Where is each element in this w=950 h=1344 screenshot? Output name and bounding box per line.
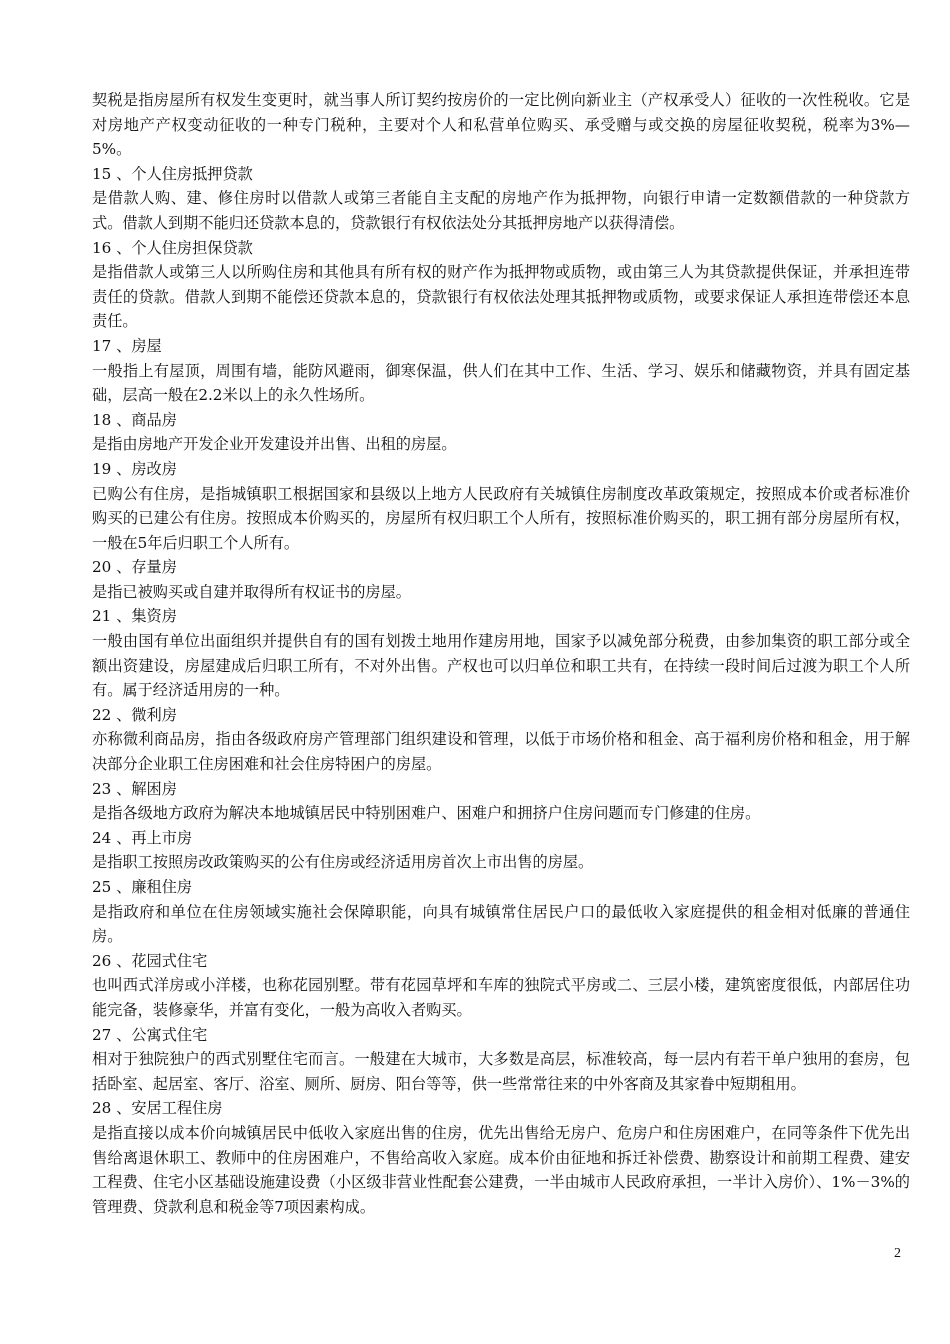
entry-heading: 21 、集资房: [92, 607, 177, 626]
entry-body: 一般由国有单位出面组织并提供自有的国有划拨土地用作建房用地，国家予以减免部分税费，由参加集资的职工部分或全额出资建设，房屋建成后归职工所有，不对外出售。产权也可以归单位和职工共有，在持续一段时间后过渡为职工个人所有。属于经济适用房的一种。: [92, 632, 910, 700]
entry-heading: 25 、廉租住房: [92, 878, 193, 896]
entry-list: [92, 162, 910, 1220]
glossary-entry: [92, 777, 910, 826]
intro-paragraph: 契税是指房屋所有权发生变更时，就当事人所订契约按房价的一定比例向新业主（产权承受人）征收的一次性税收。它是对房地产产权变动征收的一种专门税种，主要对个人和私营单位购买、承受赠与或交换的房屋征收契税，税率为3%—5%。: [92, 91, 910, 159]
entry-heading: 27 、公寓式住宅: [92, 1025, 208, 1044]
entry-heading: 17 、房屋: [92, 336, 162, 355]
entry-body: 是指借款人或第三人以所购住房和其他具有所有权的财产作为抵押物或质物，或由第三人为其贷款提供保证，并承担连带责任的贷款。借款人到期不能偿还贷款本息的，贷款银行有权依法处理其抵押物或质物，或要求保证人承担连带偿还本息责任。: [92, 263, 910, 331]
glossary-entry: [92, 1023, 910, 1097]
glossary-entry: [92, 408, 910, 457]
entry-heading: 24 、再上市房: [92, 828, 193, 847]
glossary-entry: [92, 703, 910, 777]
document-body: [92, 88, 910, 1219]
entry-body: 也叫西式洋房或小洋楼，也称花园别墅。带有花园草坪和车库的独院式平房或二、三层小楼，建筑密度很低，内部居住功能完备，装修豪华，并富有变化，一般为高收入者购买。: [92, 976, 910, 1019]
entry-body: 亦称微利商品房，指由各级政府房产管理部门组织建设和管理，以低于市场价格和租金、高于福利房价格和租金，用于解决部分企业职工住房困难和社会住房特困户的房屋。: [92, 730, 910, 774]
entry-body: 是指已被购买或自建并取得所有权证书的房屋。: [92, 582, 411, 601]
entry-heading: 28 、安居工程住房: [92, 1099, 223, 1118]
entry-body: 是指职工按照房改政策购买的公有住房或经济适用房首次上市出售的房屋。: [92, 853, 594, 872]
glossary-entry: [92, 457, 910, 555]
entry-body: 是指政府和单位在住房领域实施社会保障职能，向具有城镇常住居民户口的最低收入家庭提供的租金相对低廉的普通住房。: [92, 902, 910, 946]
entry-body: 是指由房地产开发企业开发建设并出售、出租的房屋。: [92, 435, 457, 454]
entry-heading: 22 、微利房: [92, 705, 177, 724]
entry-heading: 23 、解困房: [92, 779, 177, 798]
entry-body: 是指各级地方政府为解决本地城镇居民中特别困难户、困难户和拥挤户住房问题而专门修建的住房。: [92, 804, 761, 823]
entry-heading: 20 、存量房: [92, 558, 177, 577]
entry-body: 已购公有住房，是指城镇职工根据国家和县级以上地方人民政府有关城镇住房制度改革政策规定，按照成本价或者标准价购买的已建公有住房。按照成本价购买的，房屋所有权归职工个人所有，按照标准价购买的，职工拥有部分房屋所有权，一般在5年后归职工个人所有。: [92, 484, 910, 552]
entry-heading: 26 、花园式住宅: [92, 951, 208, 970]
glossary-entry: [92, 555, 910, 604]
glossary-entry: [92, 334, 910, 408]
entry-heading: 19 、房改房: [92, 459, 177, 478]
entry-body: 是借款人购、建、修住房时以借款人或第三者能自主支配的房地产作为抵押物，向银行申请一定数额借款的一种贷款方式。借款人到期不能归还贷款本息的，贷款银行有权依法处分其抵押房地产以获得清偿。: [92, 189, 910, 232]
glossary-entry: [92, 949, 910, 1023]
entry-heading: 15 、个人住房抵押贷款: [92, 164, 253, 183]
entry-body: 相对于独院独户的西式别墅住宅而言。一般建在大城市，大多数是高层，标准较高，每一层内有若干单户独用的套房，包括卧室、起居室、客厅、浴室、厕所、厨房、阳台等等，供一些常常往来的中外客商及其家眷中短期租用。: [92, 1050, 910, 1093]
page-number: 2: [894, 1246, 901, 1261]
glossary-entry: [92, 1096, 910, 1219]
glossary-entry: [92, 826, 910, 875]
glossary-entry: [92, 875, 910, 949]
entry-body: 是指直接以成本价向城镇居民中低收入家庭出售的住房，优先出售给无房户、危房户和住房困难户，在同等条件下优先出售给离退休职工、教师中的住房困难户，不售给高收入家庭。成本价由征地和拆迁补偿费、勘察设计和前期工程费、建安工程费、住宅小区基础设施建设费（小区级非营业性配套公建费，一半由城市人民政府承担，一半计入房价）、1%－3%的管理费、贷款利息和税金等7项因素构成。: [92, 1123, 910, 1216]
entry-heading: 16 、个人住房担保贷款: [92, 238, 253, 257]
entry-body: 一般指上有屋顶，周围有墙，能防风避雨，御寒保温，供人们在其中工作、生活、学习、娱乐和储藏物资，并具有固定基础，层高一般在2.2米以上的永久性场所。: [92, 361, 910, 405]
glossary-entry: [92, 162, 910, 236]
glossary-entry: [92, 604, 910, 702]
glossary-entry: [92, 236, 910, 334]
entry-heading: 18 、商品房: [92, 410, 177, 429]
